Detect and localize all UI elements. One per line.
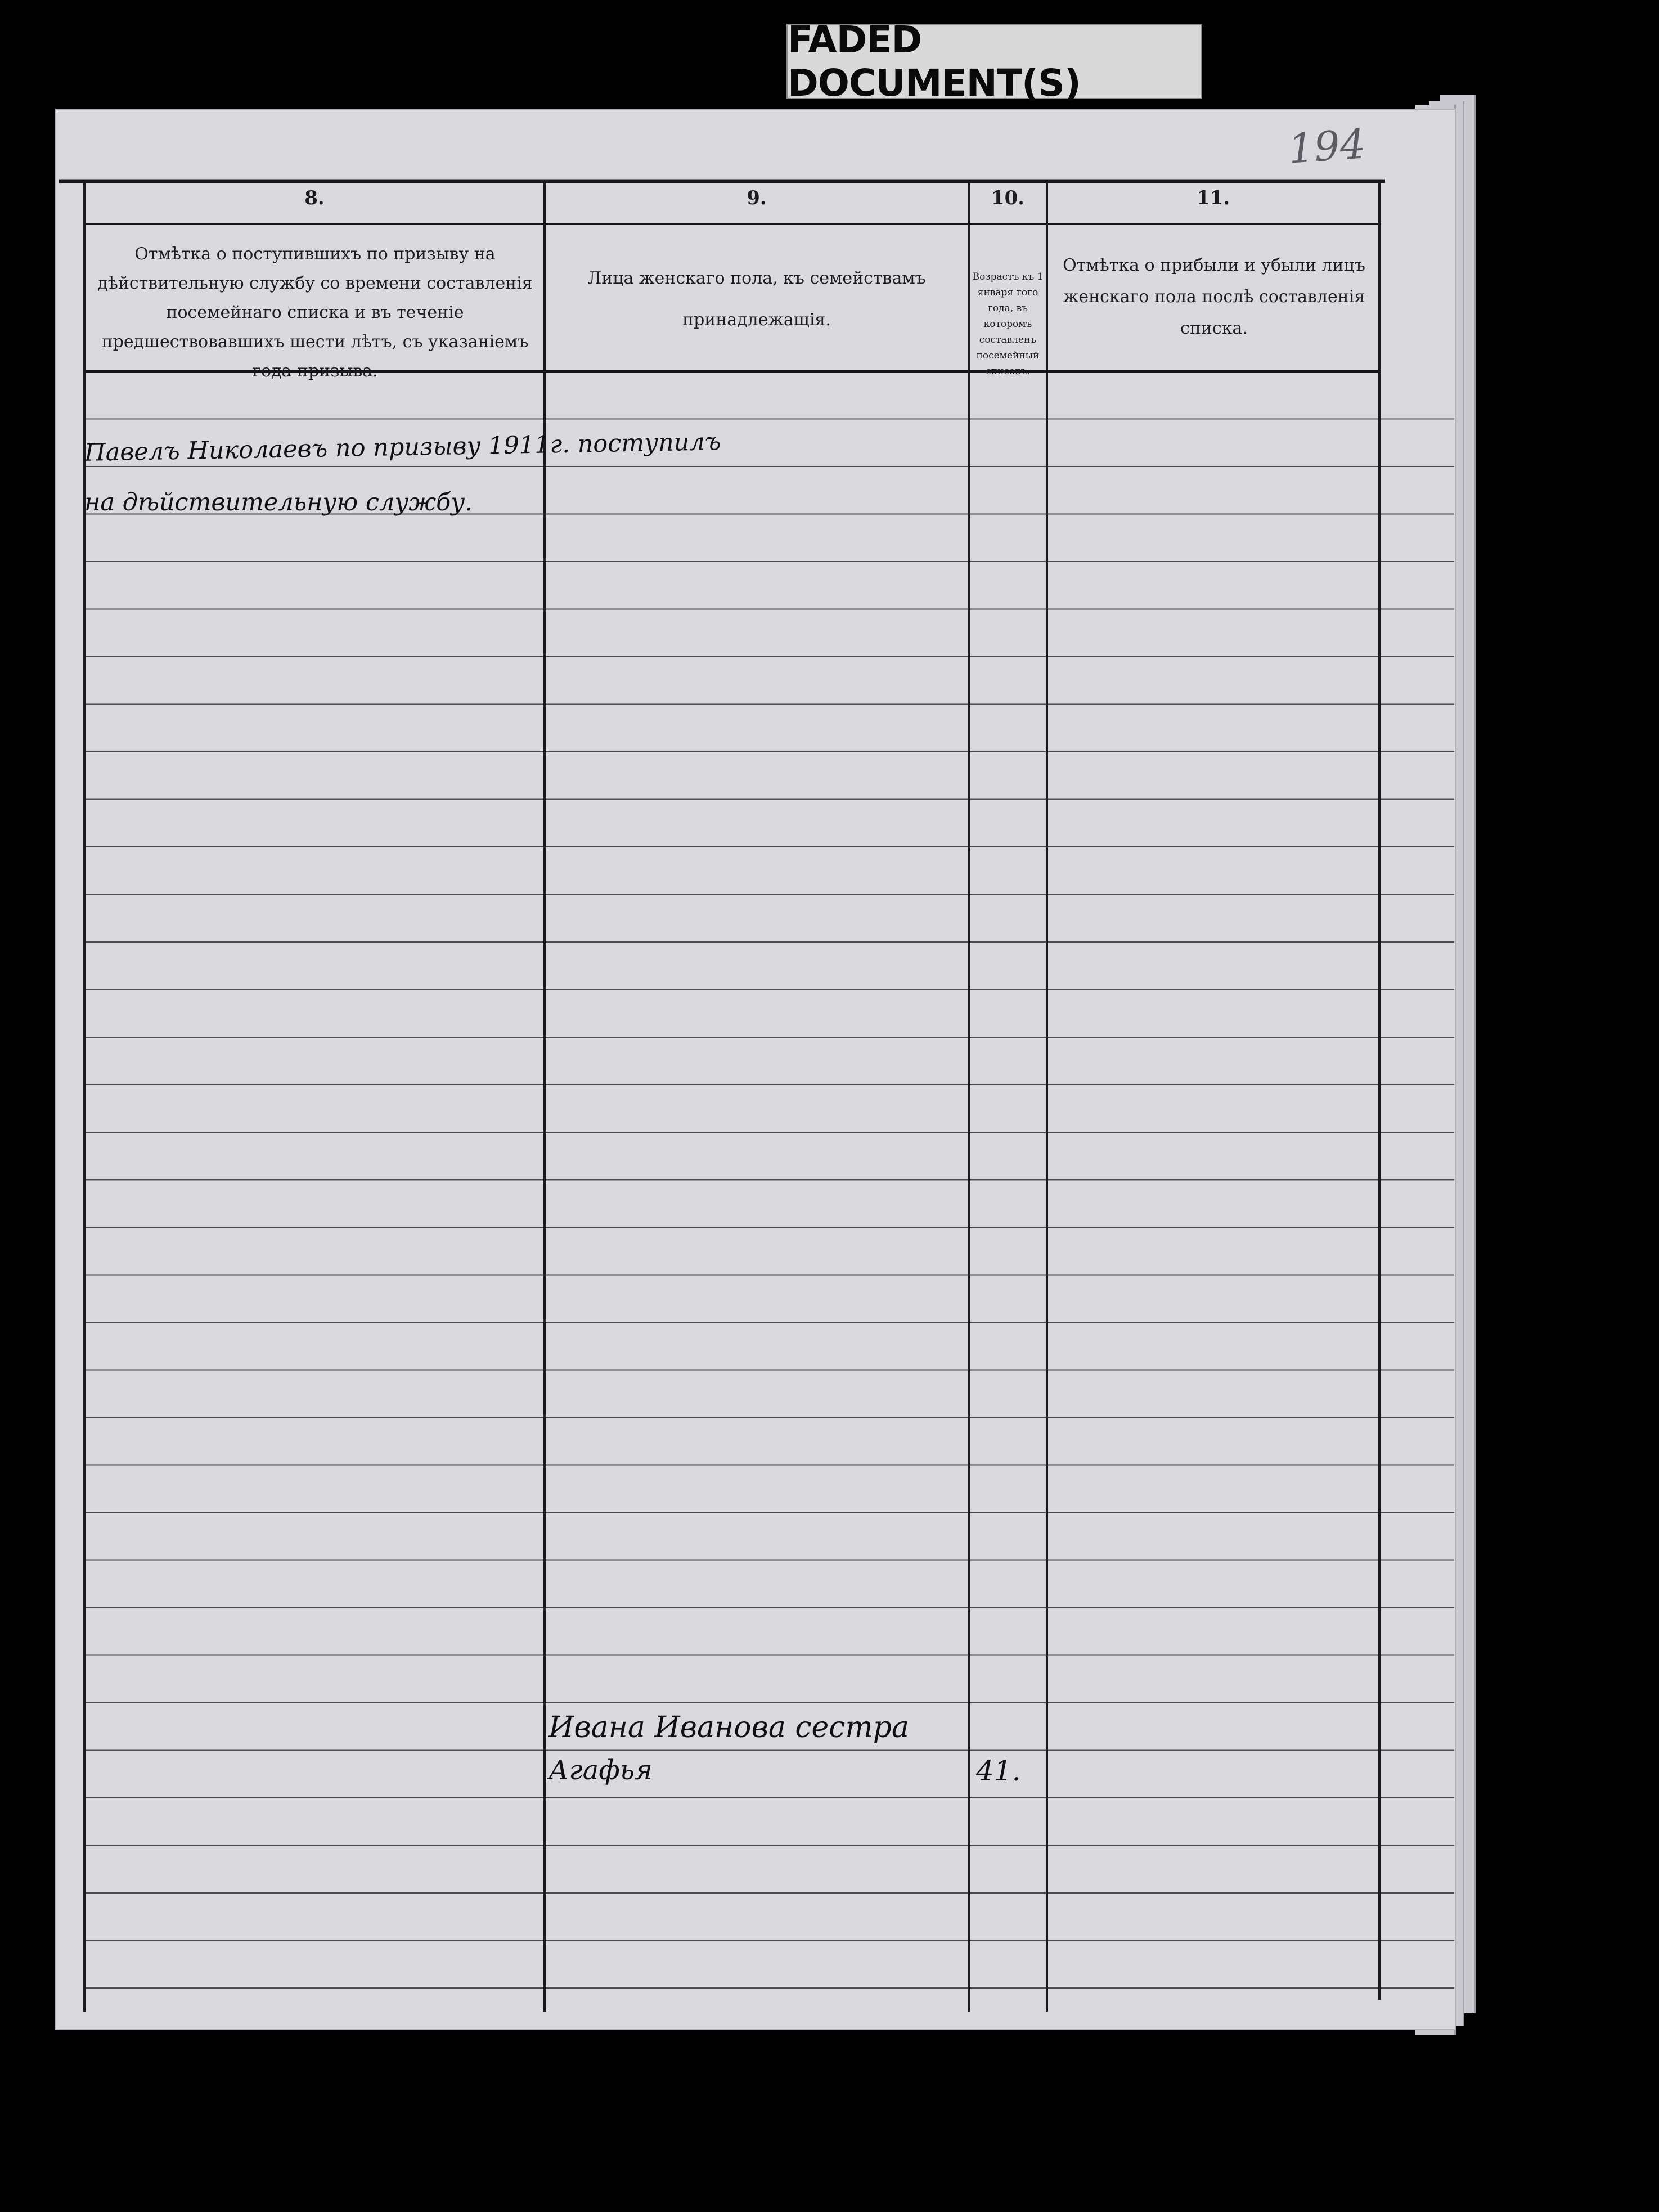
column-8-entry-line-2: на дѣйствительную службу.	[84, 488, 473, 517]
column-9-entry-line-2: Агафья	[548, 1755, 653, 1786]
horizontal-rules	[84, 419, 1454, 1989]
column-9-heading: Лица женскаго пола, къ семействамъ принадлежащія.	[587, 268, 926, 330]
column-9-number: 9.	[747, 187, 767, 209]
column-11-number: 11.	[1196, 187, 1230, 209]
column-8-entry-line-1: Павелъ Николаевъ по призыву 1911г. поступилъ	[84, 428, 721, 467]
stamp-label: FADED DOCUMENT(S)	[788, 18, 1081, 105]
column-8-heading: Отмѣтка о поступившихъ по призыву на дѣйствительную службу со времени составленія посемейнаго списка и въ теченіе предшествовавшихъ шести лѣтъ, съ указаніемъ года призыва.	[97, 244, 533, 381]
page-number: 194	[1287, 120, 1368, 173]
column-10-number: 10.	[991, 187, 1025, 209]
column-10-age-entry: 41.	[976, 1755, 1021, 1787]
column-11-heading: Отмѣтка о прибыли и убыли лицъ женскаго пола послѣ составленія списка.	[1063, 255, 1365, 338]
column-9-entry-line-1: Ивана Иванова сестра	[548, 1711, 909, 1744]
column-8-number: 8.	[304, 187, 325, 209]
column-10-heading: Возрастъ къ 1 января того года, въ которомъ составленъ посемейный списокъ.	[972, 271, 1044, 377]
